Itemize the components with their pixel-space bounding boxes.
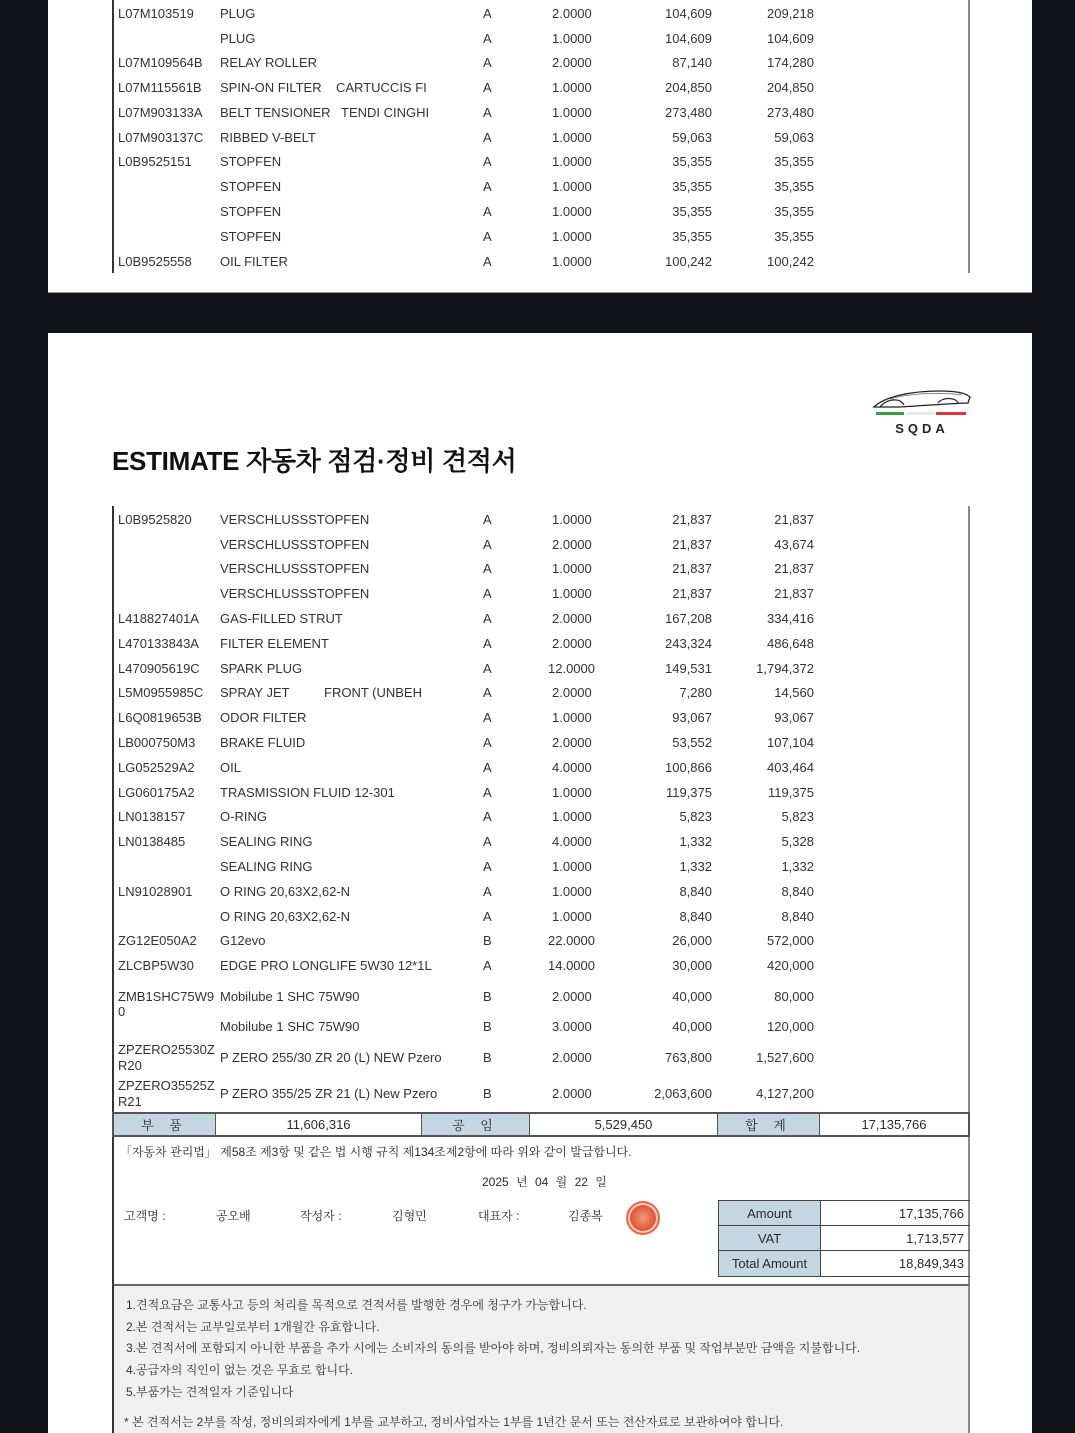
company-logo [870, 385, 974, 441]
customer-label: 고객명 : [124, 1209, 166, 1223]
grade: A [483, 537, 492, 552]
line-amount: 35,355 [774, 229, 814, 244]
unit-price: 243,324 [665, 636, 712, 651]
unit-price: 167,208 [665, 611, 712, 626]
totals-value: 18,849,343 [898, 1256, 964, 1271]
part-note: TENDI CINGHI [341, 105, 430, 120]
parts-value: 11,606,316 [216, 1114, 422, 1135]
line-amount: 174,280 [767, 55, 814, 70]
part-name: ODOR FILTER [220, 710, 307, 725]
part-name: VERSCHLUSSSTOPFEN [220, 537, 370, 552]
line-amount: 1,794,372 [756, 661, 814, 676]
unit-price: 1,332 [679, 834, 712, 849]
part-name: GAS-FILLED STRUT [220, 611, 343, 626]
unit-price: 104,609 [665, 6, 712, 21]
part-name: VERSCHLUSSSTOPFEN [220, 586, 370, 601]
part-name: SPRAY JET [220, 685, 290, 700]
writer-label: 작성자 : [300, 1209, 342, 1223]
unit-price: 8,840 [679, 884, 712, 899]
unit-price: 1,332 [679, 859, 712, 874]
grade: A [483, 31, 492, 46]
unit-price: 100,866 [665, 760, 712, 775]
quantity: 1.0000 [552, 204, 592, 219]
line-amount: 107,104 [767, 735, 814, 750]
quantity: 2.0000 [552, 6, 592, 21]
grade: A [483, 735, 492, 750]
totals-row [719, 1226, 970, 1251]
grade: A [483, 179, 492, 194]
quantity: 2.0000 [552, 636, 592, 651]
unit-price: 35,355 [672, 154, 712, 169]
part-name: VERSCHLUSSSTOPFEN [220, 561, 370, 576]
line-amount: 35,355 [774, 204, 814, 219]
quantity: 14.0000 [548, 958, 595, 973]
notes-section [112, 1284, 970, 1433]
quantity: 4.0000 [552, 760, 592, 775]
part-code: ZMB1SHC75W90 [118, 989, 215, 1019]
quantity: 1.0000 [552, 809, 592, 824]
line-amount: 403,464 [767, 760, 814, 775]
legal-statement: 「자동차 관리법」 제58조 제3항 및 같은 법 시행 규칙 제134조제2항에 따라 위와 같이 발급합니다. [120, 1145, 632, 1159]
unit-price: 2,063,600 [654, 1086, 712, 1101]
items-table-page-2 [112, 506, 970, 1112]
part-name: OIL FILTER [220, 254, 288, 269]
part-code: ZPZERO25530ZR20 [118, 1042, 215, 1073]
line-amount: 8,840 [781, 909, 814, 924]
part-name: FILTER ELEMENT [220, 636, 329, 651]
quantity: 1.0000 [552, 130, 592, 145]
grade: A [483, 229, 492, 244]
line-amount: 572,000 [767, 933, 814, 948]
part-code: L0B9525820 [118, 512, 192, 527]
part-name: O-RING [220, 809, 267, 824]
part-name: OIL [220, 760, 241, 775]
document-title: ESTIMATE 자동차 점검·정비 견적서 [112, 446, 517, 476]
part-name: G12evo [220, 933, 266, 948]
unit-price: 35,355 [672, 179, 712, 194]
part-code: L07M103519 [118, 6, 194, 21]
quantity: 1.0000 [552, 254, 592, 269]
unit-price: 26,000 [672, 933, 712, 948]
part-name: STOPFEN [220, 154, 282, 169]
grade: A [483, 154, 492, 169]
note-item: 2.본 견적서는 교부일로부터 1개월간 유효합니다. [126, 1320, 380, 1334]
totals-label: Amount [719, 1201, 821, 1225]
line-amount: 93,067 [774, 710, 814, 725]
part-name: BELT TENSIONER [220, 105, 331, 120]
issue-date: 2025 년 04 월 22 일 [482, 1175, 607, 1189]
line-amount: 1,332 [781, 859, 814, 874]
line-amount: 35,355 [774, 154, 814, 169]
part-code: LN91028901 [118, 884, 193, 899]
line-amount: 209,218 [767, 6, 814, 21]
part-code: L07M903133A [118, 105, 203, 120]
quantity: 2.0000 [552, 735, 592, 750]
document-page-1 [48, 0, 1032, 293]
grade: A [483, 6, 492, 21]
grade: A [483, 254, 492, 269]
issue-section [112, 1137, 970, 1284]
line-amount: 120,000 [767, 1019, 814, 1034]
quantity: 2.0000 [552, 537, 592, 552]
grade: A [483, 785, 492, 800]
totals-row [719, 1201, 970, 1226]
grade: A [483, 611, 492, 626]
labor-label: 공 임 [422, 1114, 530, 1135]
part-code: LG052529A2 [118, 760, 195, 775]
part-name: Mobilube 1 SHC 75W90 [220, 1019, 360, 1034]
grade: A [483, 884, 492, 899]
unit-price: 149,531 [665, 661, 712, 676]
line-amount: 8,840 [781, 884, 814, 899]
line-amount: 486,648 [767, 636, 814, 651]
quantity: 1.0000 [552, 105, 592, 120]
quantity: 1.0000 [552, 80, 592, 95]
totals-label: VAT [719, 1226, 821, 1250]
grade: B [483, 989, 492, 1004]
line-amount: 59,063 [774, 130, 814, 145]
grade: A [483, 859, 492, 874]
unit-price: 273,480 [665, 105, 712, 120]
part-code: L470133843A [118, 636, 199, 651]
part-code: LG060175A2 [118, 785, 195, 800]
part-code: LN0138485 [118, 834, 186, 849]
grade: A [483, 760, 492, 775]
grade: A [483, 661, 492, 676]
part-name: RELAY ROLLER [220, 55, 318, 70]
unit-price: 104,609 [665, 31, 712, 46]
quantity: 2.0000 [552, 55, 592, 70]
quantity: 2.0000 [552, 1086, 592, 1101]
quantity: 1.0000 [552, 179, 592, 194]
grade: A [483, 958, 492, 973]
line-amount: 420,000 [767, 958, 814, 973]
part-name: O RING 20,63X2,62-N [220, 884, 351, 899]
part-code: L470905619C [118, 661, 200, 676]
unit-price: 35,355 [672, 229, 712, 244]
parts-label: 부 품 [114, 1114, 216, 1135]
unit-price: 21,837 [672, 561, 712, 576]
unit-price: 21,837 [672, 586, 712, 601]
grade: B [483, 933, 492, 948]
part-name: Mobilube 1 SHC 75W90 [220, 989, 360, 1004]
part-name: P ZERO 255/30 ZR 20 (L) NEW Pzero [220, 1050, 442, 1065]
line-amount: 21,837 [774, 561, 814, 576]
part-name: PLUG [220, 6, 256, 21]
part-code: LB000750M3 [118, 735, 196, 750]
logo-text: SQDA [895, 421, 949, 436]
line-amount: 14,560 [774, 685, 814, 700]
quantity: 2.0000 [552, 989, 592, 1004]
part-name: STOPFEN [220, 204, 282, 219]
part-name: SPARK PLUG [220, 661, 303, 676]
part-code: L0B9525151 [118, 154, 192, 169]
part-code: L07M903137C [118, 130, 204, 145]
grade: B [483, 1086, 492, 1101]
grade: A [483, 105, 492, 120]
items-table-page-1 [112, 0, 970, 273]
line-amount: 104,609 [767, 31, 814, 46]
part-code: L6Q0819653B [118, 710, 202, 725]
grade: A [483, 80, 492, 95]
unit-price: 5,823 [679, 809, 712, 824]
quantity: 3.0000 [552, 1019, 592, 1034]
grade: A [483, 636, 492, 651]
line-amount: 21,837 [774, 586, 814, 601]
unit-price: 87,140 [672, 55, 712, 70]
line-amount: 80,000 [774, 989, 814, 1004]
unit-price: 7,280 [679, 685, 712, 700]
part-name: SEALING RING [220, 859, 313, 874]
part-name: PLUG [220, 31, 256, 46]
note-item: 3.본 견적서에 포함되지 아니한 부품을 추가 시에는 소비자의 동의를 받아야 하며, 정비의뢰자는 동의한 부품 및 작업부분만 금액을 지불합니다. [126, 1341, 861, 1355]
quantity: 2.0000 [552, 1050, 592, 1065]
note-item: 4.공급자의 직인이 없는 것은 무효로 합니다. [126, 1363, 354, 1377]
part-name: SEALING RING [220, 834, 313, 849]
quantity: 1.0000 [552, 884, 592, 899]
part-name: TRASMISSION FLUID 12-301 [220, 785, 395, 800]
quantity: 1.0000 [552, 710, 592, 725]
document-page-2 [48, 333, 1032, 1433]
part-code: L07M109564B [118, 55, 203, 70]
grade: A [483, 834, 492, 849]
part-name: RIBBED V-BELT [220, 130, 316, 145]
part-name: O RING 20,63X2,62-N [220, 909, 351, 924]
unit-price: 204,850 [665, 80, 712, 95]
total-value: 17,135,766 [861, 1117, 927, 1132]
grade: B [483, 1019, 492, 1034]
part-code: L418827401A [118, 611, 199, 626]
labor-value: 5,529,450 [530, 1114, 718, 1135]
grade: A [483, 685, 492, 700]
grade: A [483, 204, 492, 219]
quantity: 1.0000 [552, 229, 592, 244]
line-amount: 21,837 [774, 512, 814, 527]
part-code: ZG12E050A2 [118, 933, 197, 948]
line-amount: 43,674 [774, 537, 814, 552]
grade: A [483, 909, 492, 924]
unit-price: 21,837 [672, 512, 712, 527]
part-note: FRONT (UNBEH [324, 685, 422, 700]
quantity: 1.0000 [552, 586, 592, 601]
representative-name: 김종복 [568, 1209, 603, 1223]
line-amount: 273,480 [767, 105, 814, 120]
grade: B [483, 1050, 492, 1065]
unit-price: 119,375 [665, 785, 712, 800]
line-amount: 100,242 [767, 254, 814, 269]
quantity: 1.0000 [552, 909, 592, 924]
line-amount: 204,850 [767, 80, 814, 95]
totals-value: 1,713,577 [906, 1230, 964, 1246]
part-code: ZLCBP5W30 [118, 958, 194, 973]
note-item: 5.부품가는 견적일자 기준입니다 [126, 1385, 294, 1399]
grade: A [483, 710, 492, 725]
unit-price: 21,837 [672, 537, 712, 552]
company-seal-icon [626, 1201, 660, 1235]
quantity: 1.0000 [552, 154, 592, 169]
totals-value: 17,135,766 [898, 1205, 964, 1221]
part-code: ZPZERO35525ZR21 [118, 1078, 215, 1109]
part-name: P ZERO 355/25 ZR 21 (L) New Pzero [220, 1086, 438, 1101]
part-name: STOPFEN [220, 229, 282, 244]
customer-name: 공오배 [216, 1209, 251, 1223]
unit-price: 8,840 [679, 909, 712, 924]
line-amount: 4,127,200 [756, 1086, 814, 1101]
grade: A [483, 512, 492, 527]
line-amount: 334,416 [767, 611, 814, 626]
unit-price: 30,000 [672, 958, 712, 973]
line-amount: 119,375 [767, 785, 814, 800]
line-amount: 5,823 [781, 809, 814, 824]
part-name: STOPFEN [220, 179, 282, 194]
part-code: L0B9525558 [118, 254, 192, 269]
grade: A [483, 55, 492, 70]
part-code: L5M0955985C [118, 685, 204, 700]
quantity: 4.0000 [552, 834, 592, 849]
unit-price: 40,000 [672, 989, 712, 1004]
part-code: LN0138157 [118, 809, 186, 824]
quantity: 1.0000 [552, 561, 592, 576]
quantity: 1.0000 [552, 859, 592, 874]
quantity: 1.0000 [552, 31, 592, 46]
part-note: CARTUCCIS FI [336, 80, 427, 95]
grade: A [483, 809, 492, 824]
part-name: BRAKE FLUID [220, 735, 306, 750]
quantity: 1.0000 [552, 785, 592, 800]
unit-price: 40,000 [672, 1019, 712, 1034]
totals-row [719, 1251, 970, 1276]
subtotal-bar [112, 1112, 970, 1137]
car-logo-icon [870, 385, 974, 421]
totals-label: Total Amount [719, 1251, 821, 1276]
writer-name: 김형민 [392, 1209, 427, 1223]
note-item: 1.견적요금은 교통사고 등의 처리를 목적으로 견적서를 발행한 경우에 청구가 가능합니다. [126, 1298, 587, 1312]
total-label: 합 계 [718, 1114, 820, 1135]
unit-price: 59,063 [672, 130, 712, 145]
quantity: 2.0000 [552, 685, 592, 700]
line-amount: 5,328 [781, 834, 814, 849]
quantity: 22.0000 [548, 933, 595, 948]
unit-price: 53,552 [672, 735, 712, 750]
part-name: VERSCHLUSSSTOPFEN [220, 512, 370, 527]
part-code: L07M115561B [118, 80, 202, 95]
line-amount: 1,527,600 [756, 1050, 814, 1065]
unit-price: 93,067 [672, 710, 712, 725]
grade: A [483, 586, 492, 601]
line-amount: 35,355 [774, 179, 814, 194]
part-name: SPIN-ON FILTER [220, 80, 322, 95]
unit-price: 35,355 [672, 204, 712, 219]
unit-price: 763,800 [665, 1050, 712, 1065]
quantity: 1.0000 [552, 512, 592, 527]
representative-label: 대표자 : [478, 1209, 520, 1223]
grade: A [483, 130, 492, 145]
totals-table [718, 1200, 970, 1277]
footnote: * 본 견적서는 2부를 작성, 정비의뢰자에게 1부를 교부하고, 정비사업자는 1부를 1년간 문서 또는 전산자료로 보관하여야 합니다. [124, 1415, 784, 1429]
quantity: 12.0000 [548, 661, 595, 676]
grade: A [483, 561, 492, 576]
quantity: 2.0000 [552, 611, 592, 626]
part-name: EDGE PRO LONGLIFE 5W30 12*1L [220, 958, 432, 973]
unit-price: 100,242 [665, 254, 712, 269]
